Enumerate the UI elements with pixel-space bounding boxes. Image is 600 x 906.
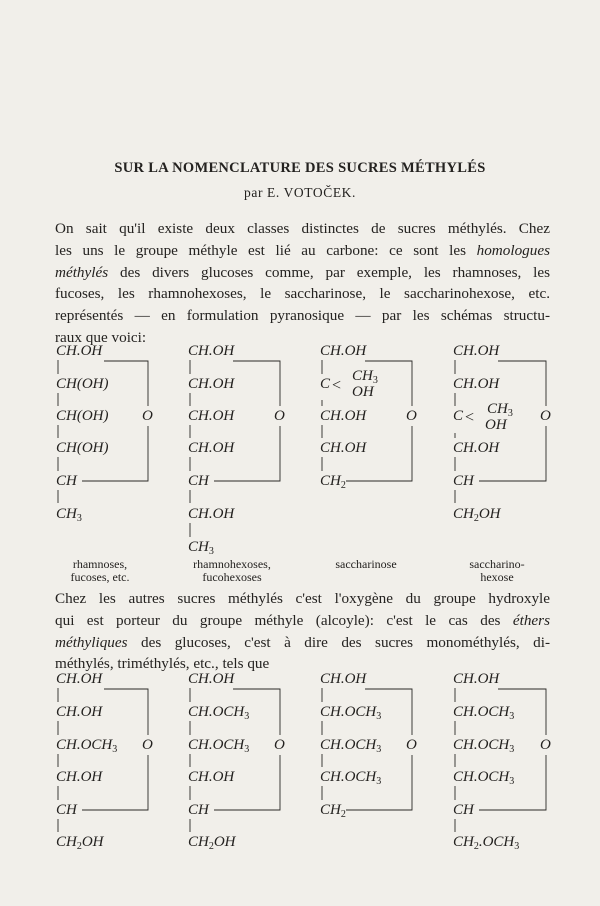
p2-line-4: méthylés, triméthylés, etc., tels que	[55, 655, 270, 673]
f2-atom-6: CH.OH	[188, 506, 235, 522]
f6-atom-5: CH	[188, 802, 209, 818]
caption-4b: hexose	[480, 570, 514, 584]
formula-rhamnoses	[56, 343, 153, 524]
f2-atom-4: CH.OH	[188, 440, 235, 456]
p1-line-4: fucoses, les rhamnohexoses, le saccharinose, le saccharinohexose, etc.	[55, 285, 550, 303]
f8-atom-6: $CH_2.OCH_3$	[453, 834, 520, 852]
f1-atom-6: $CH_3$	[56, 506, 82, 524]
f6-atom-2: $CH.OCH_3$	[188, 704, 250, 722]
f2-atom-2: CH.OH	[188, 376, 235, 392]
captions-row	[71, 557, 525, 584]
formula-trimethyl-ether	[320, 671, 417, 820]
f8-atom-2: $CH.OCH_3$	[453, 704, 515, 722]
f8-ring-oxygen: O	[540, 737, 551, 753]
formula-dimethyl-ether	[188, 671, 285, 852]
f1-atom-4: CH(OH)	[56, 440, 109, 456]
f2-atom-3: CH.OH	[188, 408, 235, 424]
f6-atom-1: CH.OH	[188, 671, 235, 687]
formula-saccharinose	[320, 343, 417, 491]
caption-4a: saccharino-	[469, 557, 525, 571]
caption-2b: fucohexoses	[202, 570, 262, 584]
f8-atom-3: $CH.OCH_3$	[453, 737, 515, 755]
f4-atom-2: CH.OH	[453, 376, 500, 392]
caption-1a: rhamnoses,	[72, 557, 128, 571]
f3-atom-3: CH.OH	[320, 408, 367, 424]
p1-line-1: On sait qu'il existe deux classes distinctes de sucres méthylés. Chez	[55, 220, 550, 237]
f7-atom-1: CH.OH	[320, 671, 367, 687]
f4-hydroxyl: OH	[485, 417, 507, 433]
f1-atom-3: CH(OH)	[56, 408, 109, 424]
f7-atom-5: $CH_2$	[320, 802, 346, 820]
paper-title: SUR LA NOMENCLATURE DES SUCRES MÉTHYLÉS	[114, 160, 486, 176]
f5-atom-1: CH.OH	[56, 671, 103, 687]
f6-atom-6: $CH_2OH$	[188, 834, 236, 852]
f6-atom-3: $CH.OCH_3$	[188, 737, 250, 755]
formula-monomethyl-ether	[56, 671, 153, 852]
f7-atom-3: $CH.OCH_3$	[320, 737, 382, 755]
f4-atom-4: CH.OH	[453, 440, 500, 456]
f5-ring-oxygen: O	[142, 737, 153, 753]
f5-atom-4: CH.OH	[56, 769, 103, 785]
f4-methyl: $CH_3$	[487, 401, 513, 419]
f2-atom-1: CH.OH	[188, 343, 235, 359]
p1-line-3: méthylés des divers glucoses comme, par exemple, les rhamnoses, les	[55, 263, 550, 281]
p1-line-5: représentés — en formulation pyranosique — par les schémas structu-	[55, 307, 550, 325]
f3-atom-1: CH.OH	[320, 343, 367, 359]
f2-atom-5: CH	[188, 473, 209, 489]
f4-atom-5: CH	[453, 473, 474, 489]
formula-rhamnohexoses	[188, 343, 285, 557]
f7-atom-2: $CH.OCH_3$	[320, 704, 382, 722]
f7-ring-oxygen: O	[406, 737, 417, 753]
f4-atom-3: C	[453, 408, 464, 424]
f4-ring-oxygen: O	[540, 408, 551, 424]
f1-atom-1: CH.OH	[56, 343, 103, 359]
f5-atom-6: $CH_2OH$	[56, 834, 104, 852]
f5-atom-2: CH.OH	[56, 704, 103, 720]
f5-atom-5: CH	[56, 802, 77, 818]
f3-ring-oxygen: O	[406, 408, 417, 424]
p2-line-1: Chez les autres sucres méthylés c'est l'oxygène du groupe hydroxyle	[55, 590, 550, 607]
f2-ring-oxygen: O	[274, 408, 285, 424]
p2-line-3: méthyliques des glucoses, c'est à dire des sucres monométhylés, di-	[55, 633, 550, 651]
f3-atom-4: CH.OH	[320, 440, 367, 456]
p1-line-6: raux que voici:	[55, 328, 147, 346]
f2-atom-7: $CH_3$	[188, 539, 214, 557]
f4-atom-6: $CH_2OH$	[453, 506, 501, 524]
caption-1b: fucoses, etc.	[70, 570, 130, 584]
f8-atom-1: CH.OH	[453, 671, 500, 687]
f8-atom-4: $CH.OCH_3$	[453, 769, 515, 787]
author-line: par E. VOTOČEK.	[244, 185, 356, 200]
f1-ring-oxygen: O	[142, 408, 153, 424]
f3-atom-2: C	[320, 376, 331, 392]
f8-atom-5: CH	[453, 802, 474, 818]
f6-ring-oxygen: O	[274, 737, 285, 753]
caption-3: saccharinose	[335, 557, 397, 571]
f1-atom-5: CH	[56, 473, 77, 489]
f3-atom-5: $CH_2$	[320, 473, 346, 491]
p2-line-2: qui est porteur du groupe méthyle (alcoyle): c'est le cas des éthers	[55, 611, 550, 629]
f7-atom-4: $CH.OCH_3$	[320, 769, 382, 787]
f3-hydroxyl: OH	[352, 384, 374, 400]
f3-methyl: $CH_3$	[352, 368, 378, 386]
f5-atom-3: $CH.OCH_3$	[56, 737, 118, 755]
p1-line-2: les uns le groupe méthyle est lié au carbone: ce sont les homologues	[55, 241, 550, 259]
f3-branch-symbol: <	[332, 377, 342, 394]
f1-atom-2: CH(OH)	[56, 376, 109, 392]
caption-2a: rhamnohexoses,	[193, 557, 271, 571]
formula-saccharinohexose	[453, 343, 551, 524]
f6-atom-4: CH.OH	[188, 769, 235, 785]
f4-atom-1: CH.OH	[453, 343, 500, 359]
formula-tetramethyl-ether	[453, 671, 551, 852]
f4-branch-symbol: <	[465, 409, 475, 426]
